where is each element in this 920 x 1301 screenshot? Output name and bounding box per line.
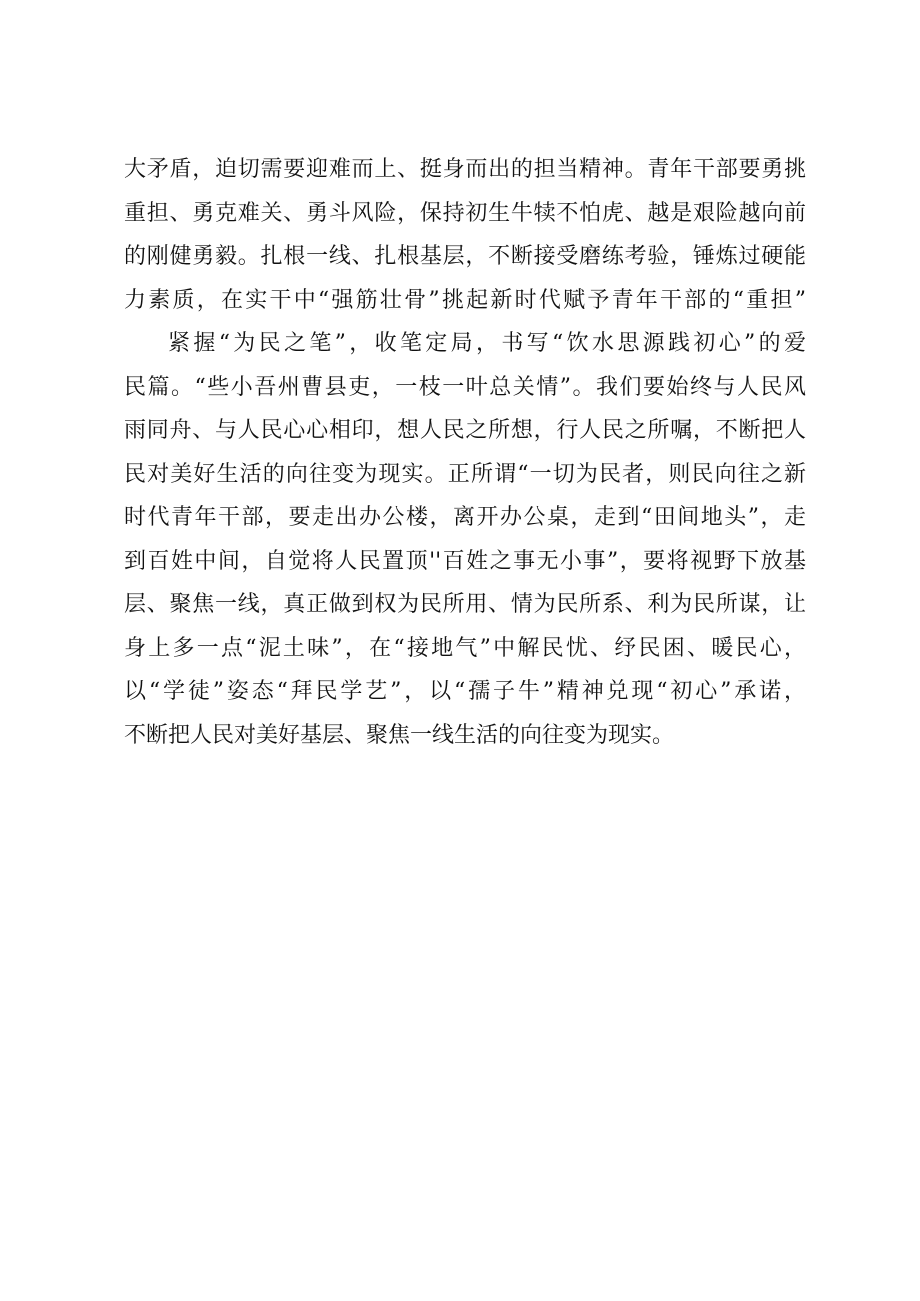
text-line: 的刚健勇毅。扎根一线、扎根基层，不断接受磨练考验，锤炼过硬能 <box>124 244 806 269</box>
text-line: 时代青年干部，要走出办公楼，离开办公桌，走到“田间地头”，走 <box>124 505 806 530</box>
paragraph-1 <box>124 148 806 322</box>
text-line: 重担、勇克难关、勇斗风险，保持初生牛犊不怕虎、越是艰险越向前 <box>124 200 806 226</box>
text-line: 紧握“为民之笔”，收笔定局，书写“饮水思源践初心”的爱 <box>168 331 806 356</box>
text-line: 身上多一点“泥土味”，在“接地气”中解民忧、纾民困、暖民心， <box>124 635 806 661</box>
text-line: 民对美好生活的向往变为现实。正所谓“一切为民者，则民向往之新 <box>124 461 806 487</box>
text-line: 力素质，在实干中“强筋壮骨”挑起新时代赋予青年干部的“重担” <box>124 287 806 313</box>
paragraph-2 <box>124 322 806 757</box>
text-line: 大矛盾，迫切需要迎难而上、挺身而出的担当精神。青年干部要勇挑 <box>124 157 806 182</box>
document-body <box>124 148 806 757</box>
text-line: 雨同舟、与人民心心相印，想人民之所想，行人民之所嘱，不断把人 <box>124 418 806 443</box>
text-line: 到百姓中间，自觉将人民置顶''百姓之事无小事”，要将视野下放基 <box>124 548 806 574</box>
text-line: 以“学徒”姿态“拜民学艺”，以“孺子牛”精神兑现“初心”承诺， <box>124 679 806 704</box>
text-line: 层、聚焦一线，真正做到权为民所用、情为民所系、利为民所谋，让 <box>124 592 806 617</box>
text-line: 民篇。“些小吾州曹县吏，一枝一叶总关情”。我们要始终与人民风 <box>124 374 806 400</box>
text-line: 不断把人民对美好基层、聚焦一线生活的向往变为现实。 <box>124 722 675 748</box>
